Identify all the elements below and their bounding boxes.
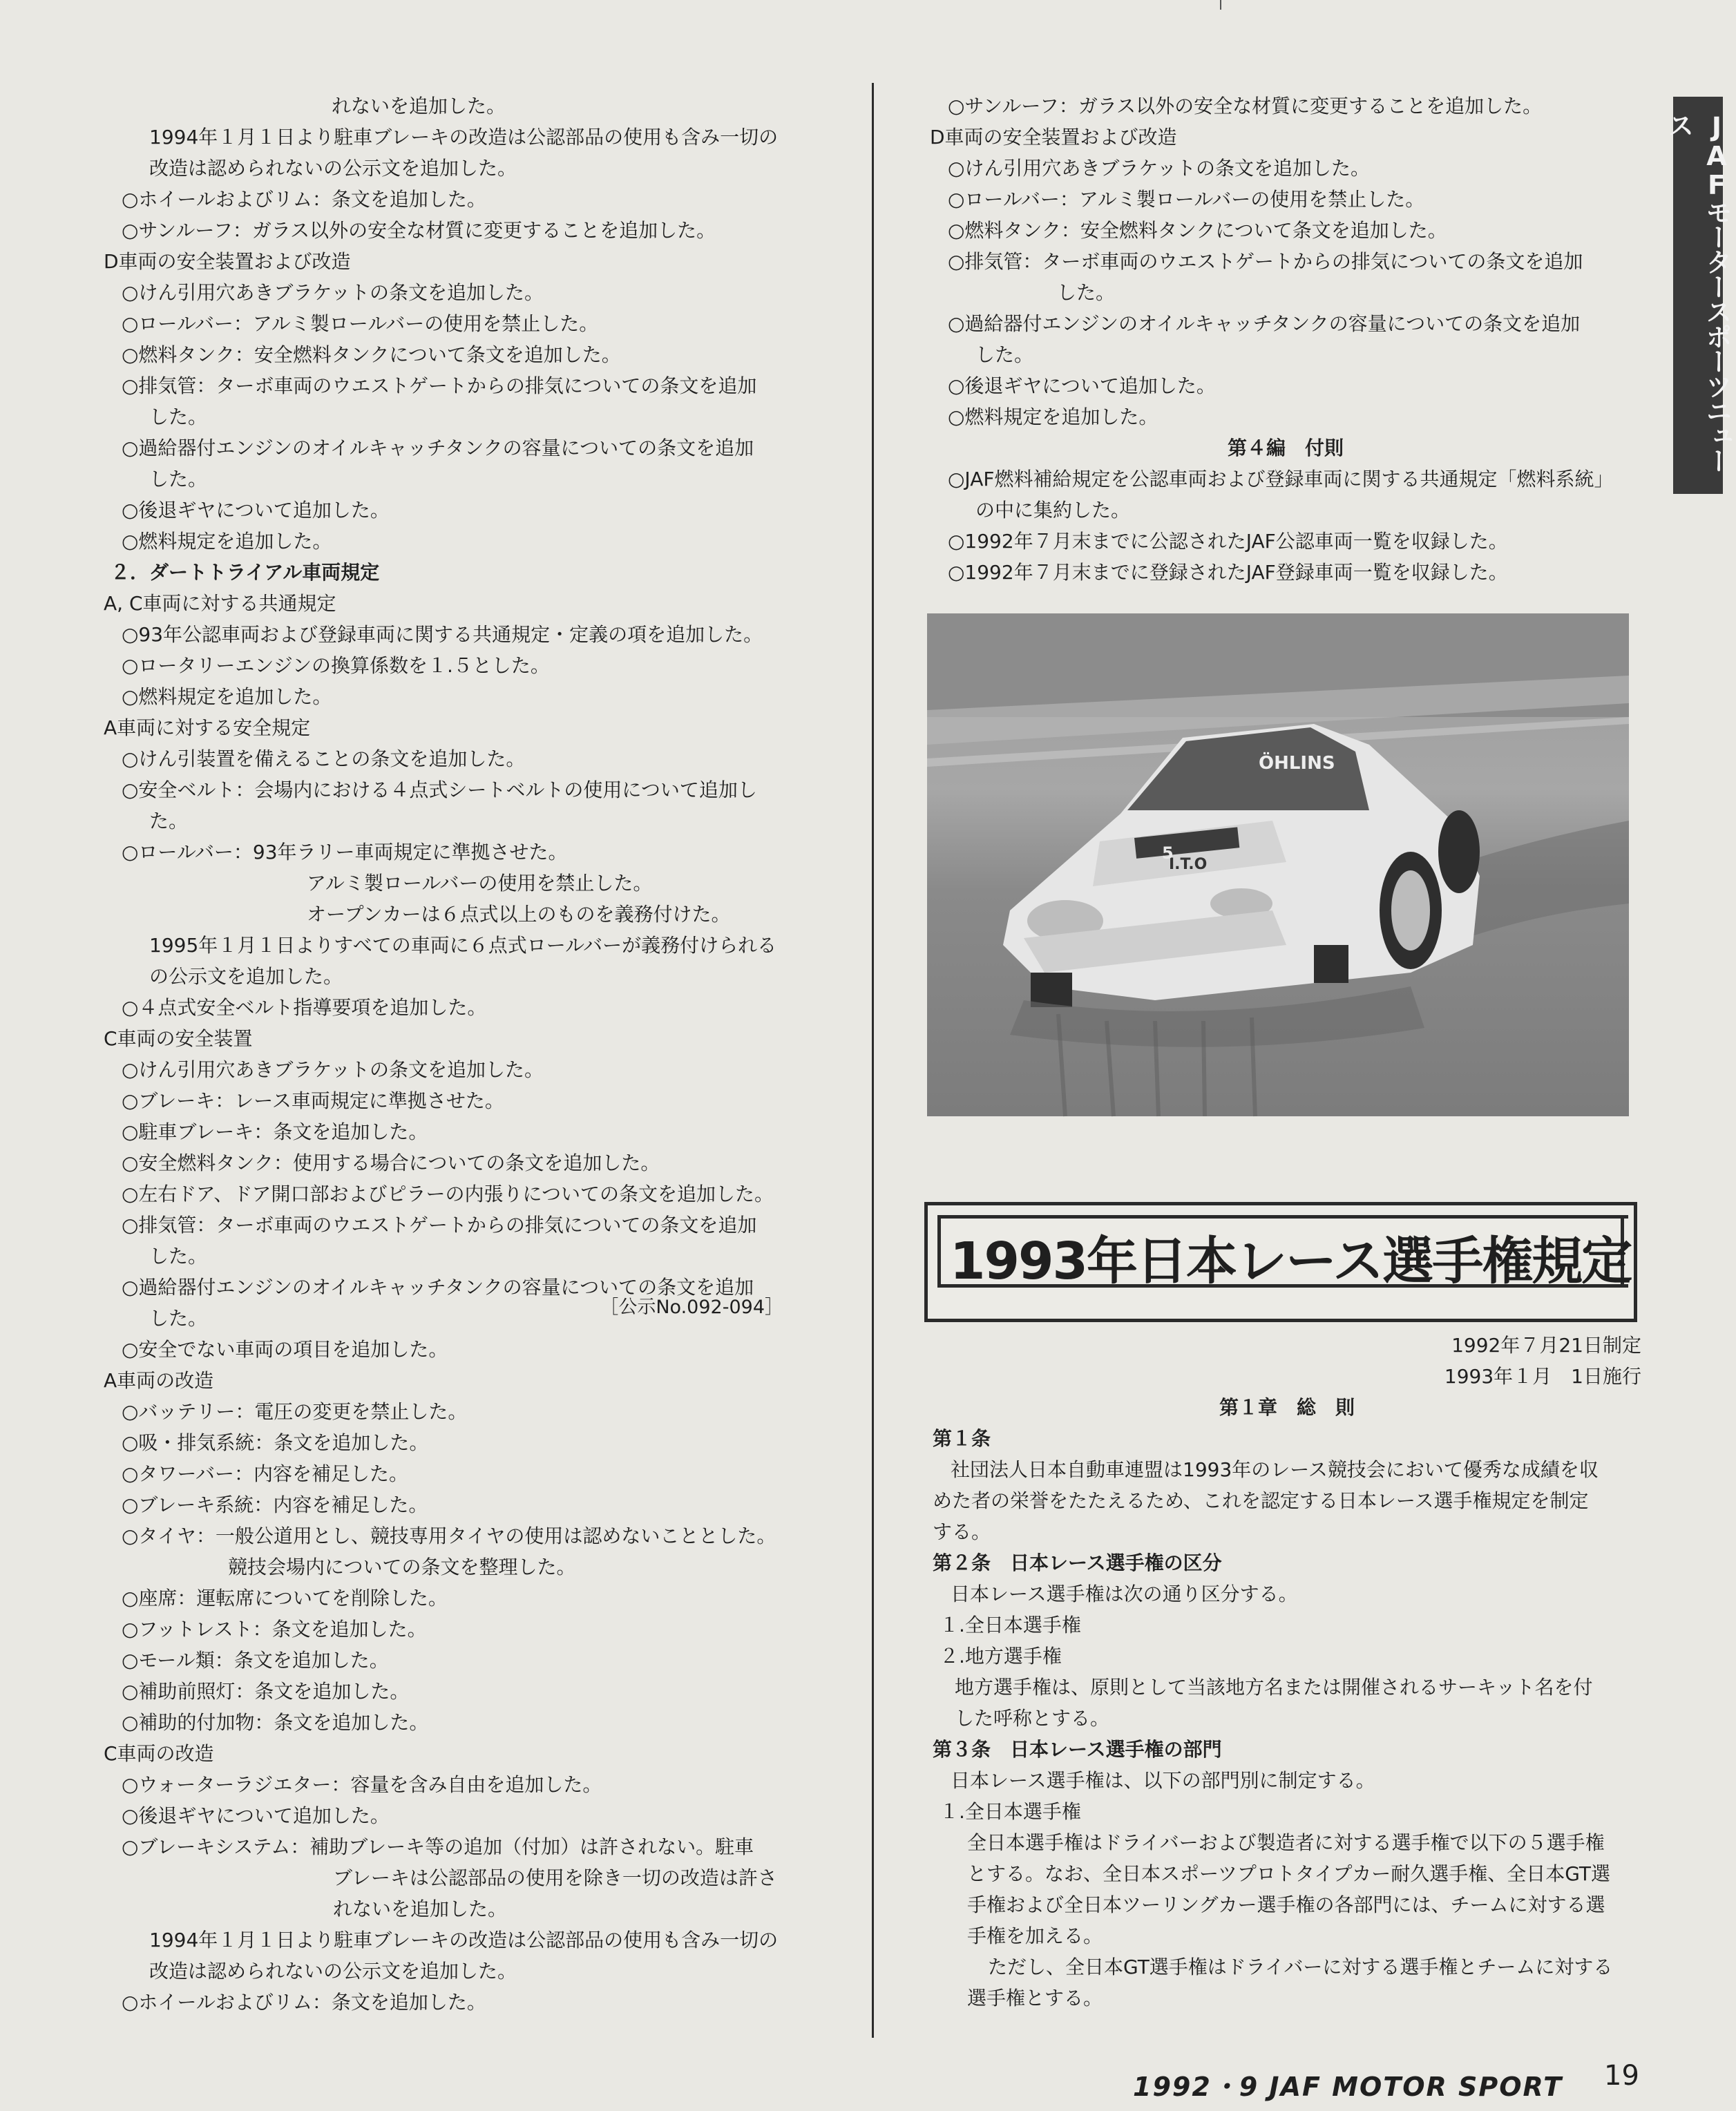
text-line: 第１章 総 則 — [1219, 1396, 1355, 1419]
text-line: 第１条 — [933, 1427, 991, 1450]
text-line: ○後退ギヤについて追加した。 — [948, 374, 1216, 397]
text-line: ２．ダートトライアル車両規定 — [111, 561, 380, 584]
text-line: の中に集約した。 — [975, 499, 1131, 522]
magazine-footer: 1992・9 JAF MOTOR SPORT — [1133, 2072, 1563, 2102]
text-line: 社団法人日本自動車連盟は1993年のレース競技会において優秀な成績を収 — [951, 1458, 1599, 1481]
text-line: C車両の安全装置 — [104, 1027, 253, 1050]
text-line: 全日本選手権はドライバーおよび製造者に対する選手権で以下の５選手権 — [967, 1831, 1605, 1854]
text-line: 第３条 日本レース選手権の部門 — [933, 1738, 1222, 1761]
text-line: ○93年公認車両および登録車両に関する共通規定・定義の項を追加した。 — [122, 623, 763, 646]
text-line: ○燃料規定を追加した。 — [122, 530, 332, 553]
text-line: ○1992年７月末までに公認されたJAF公認車両一覧を収録した。 — [948, 530, 1508, 553]
text-line: れないを追加した。 — [332, 95, 506, 117]
title-frame-left — [937, 1215, 941, 1288]
race-car-illustration — [927, 613, 1629, 1116]
text-line: ○タイヤ：一般公道用とし、競技専用タイヤの使用は認めないこととした。 — [122, 1525, 776, 1547]
section-side-tab: JAFモータースポーツニュース — [1673, 97, 1723, 494]
text-line: 日本レース選手権は次の通り区分する。 — [951, 1583, 1298, 1605]
text-line: 第２条 日本レース選手権の区分 — [933, 1551, 1222, 1574]
article-title-box — [924, 1202, 1637, 1322]
text-line: ○けん引用穴あきブラケットの条文を追加した。 — [122, 281, 544, 304]
text-line: ○後退ギヤについて追加した。 — [122, 1804, 390, 1827]
text-line: 競技会場内についての条文を整理した。 — [228, 1556, 576, 1578]
text-line: ブレーキは公認部品の使用を除き一切の改造は許さ — [333, 1866, 777, 1889]
text-line: ○サンルーフ：ガラス以外の安全な材質に変更することを追加した。 — [948, 95, 1543, 117]
text-line: ○排気管：ターボ車両のウエストゲートからの排気についての条文を追加 — [122, 374, 757, 397]
text-line: ○JAF燃料補給規定を公認車両および登録車両に関する共通規定「燃料系統」 — [948, 468, 1614, 490]
text-line: １.全日本選手権 — [939, 1614, 1081, 1636]
text-line: ○1992年７月末までに登録されたJAF登録車両一覧を収録した。 — [948, 561, 1508, 584]
text-line: １.全日本選手権 — [939, 1800, 1081, 1823]
text-line: ○排気管：ターボ車両のウエストゲートからの排気についての条文を追加 — [948, 250, 1583, 273]
text-line: ○ホイールおよびリム：条文を追加した。 — [122, 1991, 486, 2014]
text-line: 1994年１月１日より駐車ブレーキの改造は公認部品の使用も含み一切の — [149, 1929, 779, 1951]
text-line: ○補助前照灯：条文を追加した。 — [122, 1680, 410, 1703]
text-line: した。 — [149, 1307, 208, 1330]
text-line: ○サンルーフ：ガラス以外の安全な材質に変更することを追加した。 — [122, 219, 716, 242]
text-line: ○吸・排気系統：条文を追加した。 — [122, 1431, 429, 1454]
text-line: A車両の改造 — [104, 1369, 214, 1392]
text-line: とする。なお、全日本スポーツプロトタイプカー耐久選手権、全日本GT選 — [967, 1862, 1611, 1885]
car-sponsor-text: ÖHLINS — [1259, 753, 1335, 774]
text-line: 第４編 付則 — [1227, 437, 1344, 459]
text-line: A車両に対する安全規定 — [104, 716, 311, 739]
top-edge-mark — [1220, 0, 1221, 10]
text-line: ○ホイールおよびリム：条文を追加した。 — [122, 188, 486, 211]
text-line: した。 — [975, 343, 1034, 366]
text-line: ○ロータリーエンジンの換算係数を１.５とした。 — [122, 654, 550, 677]
notice-number: ［公示No.092-094］ — [600, 1297, 783, 1318]
text-line: ○補助的付加物：条文を追加した。 — [122, 1711, 429, 1734]
text-line: 1993年１月 1日施行 — [1444, 1365, 1641, 1388]
text-line: ○ロールバー：アルミ製ロールバーの使用を禁止した。 — [122, 312, 599, 335]
column-divider — [872, 83, 874, 2038]
text-line: ○駐車ブレーキ：条文を追加した。 — [122, 1120, 428, 1143]
car-label-text: I.T.O — [1169, 856, 1208, 873]
text-line: ○けん引用穴あきブラケットの条文を追加した。 — [948, 157, 1371, 180]
text-line: した。 — [149, 468, 208, 490]
text-line: ○左右ドア、ドア開口部およびピラーの内張りについての条文を追加した。 — [122, 1183, 774, 1205]
text-line: ○ウォーターラジエター：容量を含み自由を追加した。 — [122, 1773, 602, 1796]
text-line: アルミ製ロールバーの使用を禁止した。 — [307, 872, 653, 895]
text-line: した呼称とする。 — [955, 1707, 1110, 1730]
text-line: した。 — [149, 405, 208, 428]
text-line: ○過給器付エンジンのオイルキャッチタンクの容量についての条文を追加 — [122, 1276, 754, 1299]
text-line: ○モール類：条文を追加した。 — [122, 1649, 389, 1672]
text-line: 改造は認められないの公示文を追加した。 — [149, 1960, 517, 1983]
text-line: た。 — [149, 810, 189, 832]
text-line: ○ブレーキシステム：補助ブレーキ等の追加（付加）は許されない。駐車 — [122, 1835, 754, 1858]
text-line: 手権を加える。 — [967, 1924, 1103, 1947]
text-line: 改造は認められないの公示文を追加した。 — [149, 157, 517, 180]
text-line: ○座席：運転席についてを削除した。 — [122, 1587, 448, 1609]
text-line: D車両の安全装置および改造 — [930, 126, 1177, 149]
text-line: D車両の安全装置および改造 — [104, 250, 351, 273]
text-line: した。 — [1057, 281, 1116, 304]
text-line: A, C車両に対する共通規定 — [104, 592, 336, 615]
text-line: 選手権とする。 — [967, 1987, 1103, 2009]
text-line: ○燃料規定を追加した。 — [948, 405, 1158, 428]
article-title: 1993年日本レース選手権規定 — [950, 1232, 1632, 1291]
text-line: ただし、全日本GT選手権はドライバーに対する選手権とチームに対する — [988, 1956, 1613, 1978]
text-line: ○４点式安全ベルト指導要項を追加した。 — [122, 996, 487, 1019]
text-line: れないを追加した。 — [333, 1898, 508, 1920]
text-line: ○安全燃料タンク：使用する場合についての条文を追加した。 — [122, 1152, 660, 1174]
text-line: 1995年１月１日よりすべての車両に６点式ロールバーが義務付けられる — [149, 934, 777, 957]
text-line: ○けん引用穴あきブラケットの条文を追加した。 — [122, 1058, 544, 1081]
text-line: 日本レース選手権は、以下の部門別に制定する。 — [951, 1769, 1375, 1792]
text-line: ○けん引装置を備えることの条文を追加した。 — [122, 747, 526, 770]
text-line: ２.地方選手権 — [939, 1645, 1062, 1668]
title-frame-top — [937, 1215, 1628, 1219]
text-line: ○排気管：ターボ車両のウエストゲートからの排気についての条文を追加 — [122, 1214, 757, 1236]
text-line: 地方選手権は、原則として当該地方名または開催されるサーキット名を付 — [955, 1676, 1593, 1699]
text-line: めた者の栄誉をたたえるため、これを認定する日本レース選手権規定を制定 — [933, 1489, 1589, 1512]
text-line: した。 — [149, 1245, 208, 1268]
race-car-photo — [927, 613, 1629, 1116]
text-line: ○ブレーキ系統：内容を補足した。 — [122, 1493, 428, 1516]
text-line: 1992年７月21日制定 — [1451, 1334, 1641, 1357]
text-line: ○安全でない車両の項目を追加した。 — [122, 1338, 448, 1361]
text-line: ○ロールバー：アルミ製ロールバーの使用を禁止した。 — [948, 188, 1425, 211]
text-line: ○燃料タンク：安全燃料タンクについて条文を追加した。 — [122, 343, 621, 366]
text-line: する。 — [933, 1520, 991, 1543]
text-line: C車両の改造 — [104, 1742, 214, 1765]
text-line: ○ロールバー：93年ラリー車両規定に準拠させた。 — [122, 841, 568, 863]
text-line: 1994年１月１日より駐車ブレーキの改造は公認部品の使用も含み一切の — [149, 126, 779, 149]
text-line: ○燃料規定を追加した。 — [122, 685, 332, 708]
text-line: ○フットレスト：条文を追加した。 — [122, 1618, 427, 1641]
car-number-text: 5 — [1162, 843, 1174, 863]
text-line: オープンカーは６点式以上のものを義務付けた。 — [307, 903, 731, 926]
text-line: ○タワーバー：内容を補足した。 — [122, 1462, 409, 1485]
text-line: ○ブレーキ：レース車両規定に準拠させた。 — [122, 1089, 504, 1112]
text-line: ○燃料タンク：安全燃料タンクについて条文を追加した。 — [948, 219, 1447, 242]
text-line: ○過給器付エンジンのオイルキャッチタンクの容量についての条文を追加 — [948, 312, 1581, 335]
text-line: の公示文を追加した。 — [149, 965, 343, 988]
page-number: 19 — [1604, 2060, 1639, 2092]
text-line: ○後退ギヤについて追加した。 — [122, 499, 390, 522]
text-line: ○過給器付エンジンのオイルキャッチタンクの容量についての条文を追加 — [122, 437, 754, 459]
text-line: ○安全ベルト：会場内における４点式シートベルトの使用について追加し — [122, 779, 757, 801]
text-line: 手権および全日本ツーリングカー選手権の各部門には、チームに対する選 — [967, 1893, 1605, 1916]
text-line: ○バッテリー：電圧の変更を禁止した。 — [122, 1400, 468, 1423]
